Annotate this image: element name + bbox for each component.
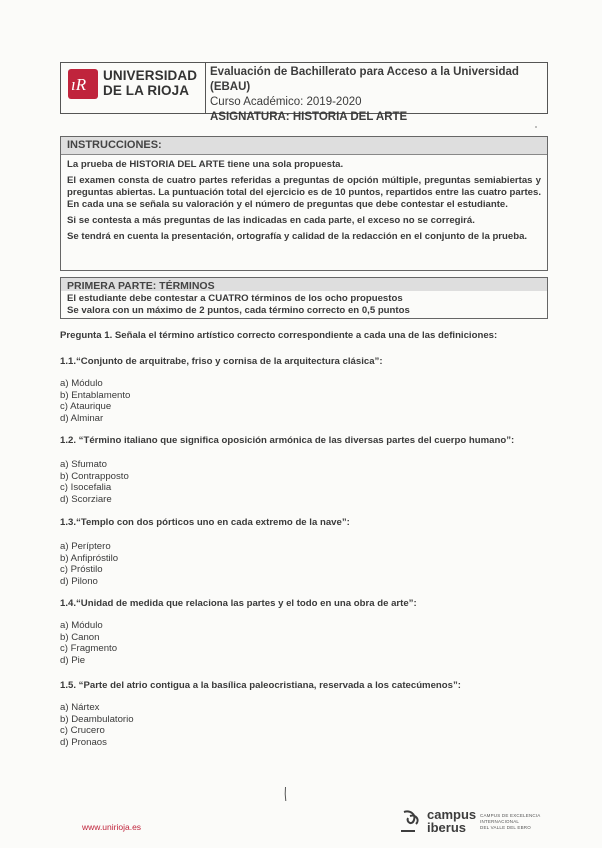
university-emblem-icon — [68, 69, 98, 99]
exam-title: Evaluación de Bachillerato para Acceso a la Universidad (EBAU) — [210, 66, 519, 93]
option: a) Períptero — [60, 541, 111, 552]
part1-line2: Se valora con un máximo de 2 puntos, cada término correcto en 0,5 puntos — [67, 305, 410, 316]
option: b) Entablamento — [60, 389, 131, 401]
option: d) Scorziare — [60, 493, 112, 505]
footer-url[interactable]: www.unirioja.es — [82, 822, 142, 832]
options-1-2 — [60, 459, 129, 505]
option: b) Anfipróstilo — [60, 552, 119, 564]
academic-year: Curso Académico: 2019-2020 — [210, 96, 362, 108]
campus-word: campus iberus — [427, 807, 477, 835]
university-logo — [61, 63, 206, 113]
svg-text:ıR: ıR — [71, 75, 87, 94]
instructions-header — [61, 137, 547, 155]
part1-line1: El estudiante debe contestar a CUATRO términos de los ocho propuestos — [67, 293, 403, 304]
options-1-3 — [60, 541, 118, 587]
option: c) Fragmento — [60, 643, 118, 654]
option: c) Ataurique — [60, 401, 112, 412]
pen-mark — [284, 787, 287, 801]
question-1-1: 1.1.“Conjunto de arquitrabe, friso y cornisa de la arquitectura clásica”: — [60, 356, 383, 367]
exam-info — [210, 65, 547, 125]
option: c) Crucero — [60, 725, 105, 736]
option: b) Deambulatorio — [60, 713, 134, 725]
question-1-4: 1.4.“Unidad de medida que relaciona las partes y el todo en una obra de arte”: — [60, 598, 417, 609]
question-1-3: 1.3.“Templo con dos pórticos uno en cada extremo de la nave”: — [60, 517, 350, 528]
campus-tagline: CAMPUS DE EXCELENCIA INTERNACIONAL DEL VALLE DEL EBRO — [480, 813, 541, 830]
option: c) Isocefalia — [60, 482, 112, 493]
options-1-4 — [60, 620, 117, 666]
part1-box — [60, 277, 548, 319]
option: c) Próstilo — [60, 564, 103, 575]
instructions-box — [60, 136, 548, 271]
instructions-p3: Si se contesta a más preguntas de las indicadas en cada parte, el exceso no se corregirá. — [67, 215, 475, 226]
exam-header — [60, 62, 548, 123]
question-1-2: 1.2. “Término italiano que significa oposición armónica de las diversas partes del cuerpo humano”: — [60, 435, 515, 446]
option: d) Pilono — [60, 575, 98, 587]
options-1-1 — [60, 378, 130, 424]
subject: ASIGNATURA: HISTORIA DEL ARTE — [210, 111, 408, 123]
option: b) Canon — [60, 631, 100, 643]
university-name: UNIVERSIDAD DE LA RIOJA — [103, 68, 198, 98]
option: a) Nártex — [60, 702, 100, 713]
option: d) Pronaos — [60, 736, 107, 748]
instructions-p1: La prueba de HISTORIA DEL ARTE tiene una sola propuesta. — [67, 159, 344, 170]
option: b) Contrapposto — [60, 470, 129, 482]
option: d) Alminar — [60, 412, 104, 424]
question-1-5: 1.5. “Parte del atrio contigua a la basílica paleocristiana, reservada a los catecúmenos”: — [60, 680, 461, 691]
speck — [535, 126, 537, 128]
instructions-p4: Se tendrá en cuenta la presentación, ortografía y calidad de la redacción en el conjunto de la prueba. — [67, 231, 528, 242]
option: a) Módulo — [60, 378, 103, 389]
pregunta-1: Pregunta 1. Señala el término artístico correcto correspondiente a cada una de las definiciones: — [60, 330, 498, 341]
options-1-5 — [60, 702, 134, 748]
campus-iberus-icon — [398, 808, 424, 836]
instructions-body — [67, 159, 541, 247]
campus-iberus-logo — [398, 806, 558, 840]
option: a) Módulo — [60, 620, 103, 631]
instructions-heading: INSTRUCCIONES: — [67, 139, 162, 151]
option: d) Pie — [60, 654, 86, 666]
option: a) Sfumato — [60, 459, 107, 470]
instructions-p2: El examen consta de cuatro partes referidas a preguntas de opción múltiple, preguntas semiabiertas y preguntas abiertas. La puntuación total del ejercicio es de 10 puntos, repartidos entre las cuatro partes. En cada una se señala su valoración y el número de preguntas que debe contestar el estudiante. — [67, 175, 541, 210]
part1-title: PRIMERA PARTE: TÉRMINOS — [67, 280, 215, 292]
